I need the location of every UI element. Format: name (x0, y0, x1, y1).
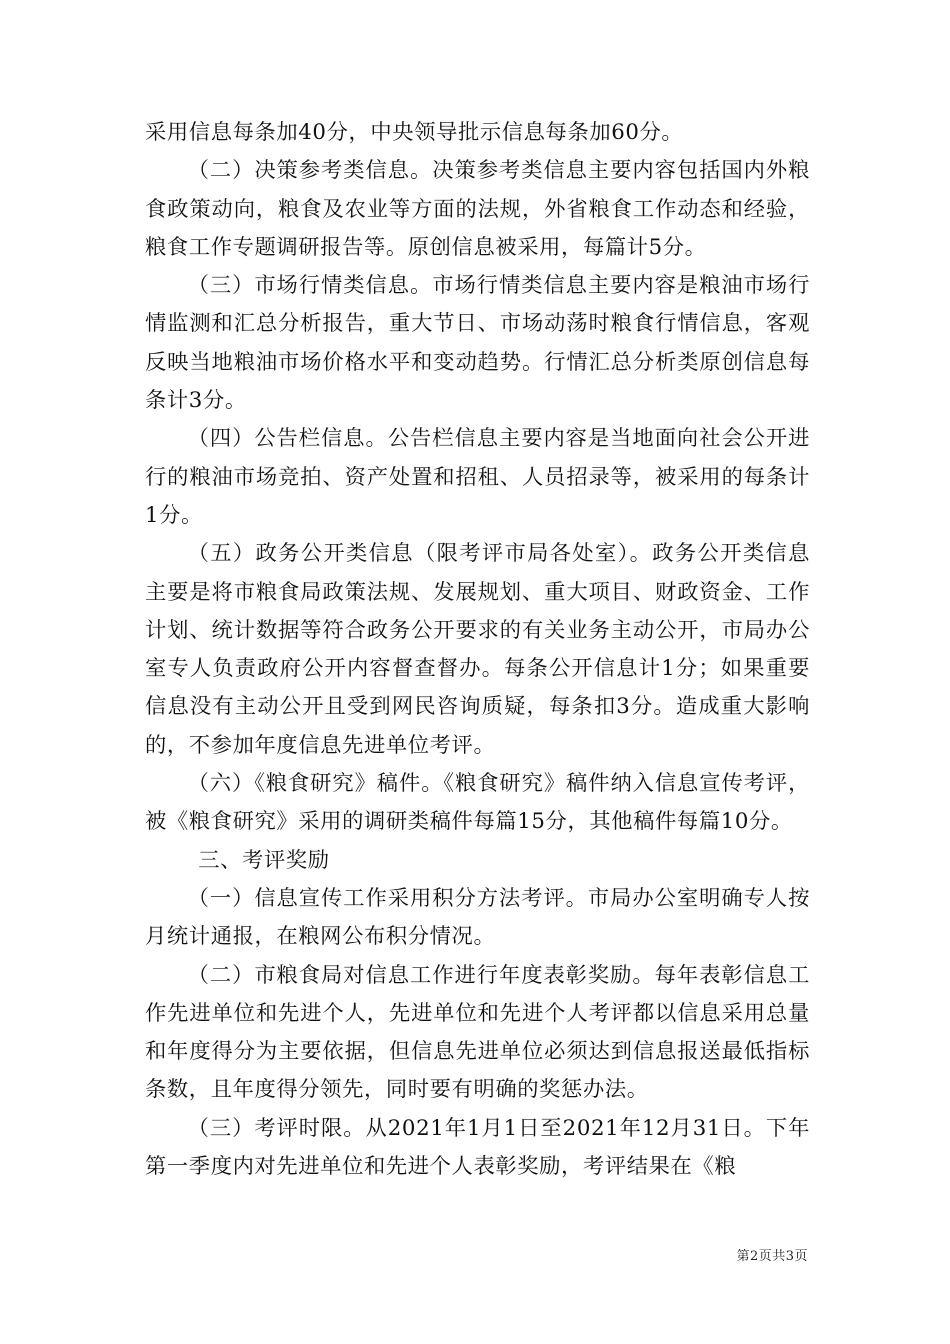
paragraph-market-info: （三）市场行情类信息。市场行情类信息主要内容是粮油市场行情监测和汇总分析报告，重大节日、市场动荡时粮食行情信息，客观反映当地粮油市场价格水平和变动趋势。行情汇总分析类原创信息每条计3分。 (145, 273, 810, 414)
document-body (145, 114, 810, 1186)
paragraph-bulletin-info: （四）公告栏信息。公告栏信息主要内容是当地面向社会公开进行的粮油市场竞拍、资产处置和招租、人员招录等，被采用的每条计1分。 (145, 426, 810, 528)
page-number: 第2页共3页 (736, 1249, 808, 1264)
paragraph-evaluation-period: （三）考评时限。从2021年1月1日至2021年12月31日。下年第一季度内对先进单位和先进个人表彰奖励，考评结果在《粮 (145, 1115, 810, 1180)
paragraph-grain-research: （六）《粮食研究》稿件。《粮食研究》稿件纳入信息宣传考评，被《粮食研究》采用的调研类稿件每篇15分，其他稿件每篇10分。 (145, 771, 810, 835)
section-heading-evaluation-rewards: 三、考评奖励 (198, 847, 330, 873)
paragraph-points-method: （一）信息宣传工作采用积分方法考评。市局办公室明确专人按月统计通报，在粮网公布积分情况。 (145, 885, 810, 950)
paragraph-decision-reference: （二）决策参考类信息。决策参考类信息主要内容包括国内外粮食政策动向，粮食及农业等方面的法规，外省粮食工作动态和经验，粮食工作专题调研报告等。原创信息被采用，每篇计5分。 (145, 158, 810, 260)
paragraph-annual-awards: （二）市粮食局对信息工作进行年度表彰奖励。每年表彰信息工作先进单位和先进个人，先进单位和先进个人考评都以信息采用总量和年度得分为主要依据，但信息先进单位必须达到信息报送最低指标条数，且年度得分领先，同时要有明确的奖惩办法。 (145, 962, 810, 1103)
paragraph-continuation: 采用信息每条加40分，中央领导批示信息每条加60分。 (145, 120, 684, 145)
paragraph-government-affairs: （五）政务公开类信息（限考评市局各处室）。政务公开类信息主要是将市粮食局政策法规、发展规划、重大项目、财政资金、工作计划、统计数据等符合政务公开要求的有关业务主动公开，市局办公室专人负责政府公开内容督查督办。每条公开信息计1分；如果重要信息没有主动公开且受到网民咨询质疑，每条扣3分。造成重大影响的，不参加年度信息先进单位考评。 (145, 541, 810, 758)
